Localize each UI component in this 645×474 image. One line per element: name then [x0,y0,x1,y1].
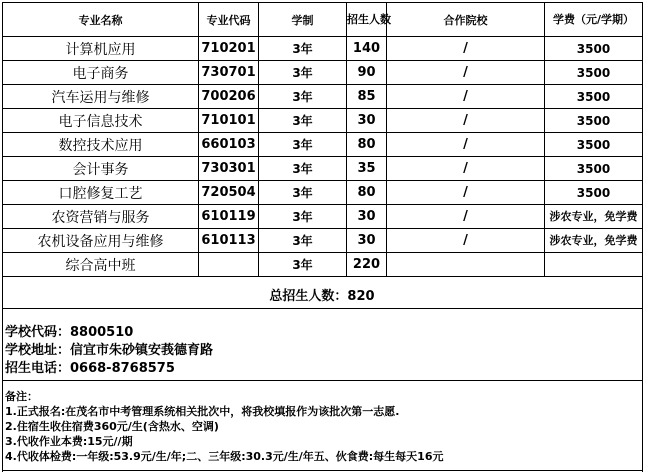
program-table [2,2,643,277]
cell-fee: 3500 [545,85,643,109]
table-row [3,229,643,253]
table-row [3,61,643,85]
cell-code: 700206 [199,85,259,109]
remarks-title: 备注： [5,390,38,403]
remark-item-1: 1.正式报名:在茂名市中考管理系统相关批次中，将我校填报作为该批次第一志愿. [5,405,400,418]
cell-fee: 3500 [545,133,643,157]
divider-middle [2,380,643,381]
cell-code: 610113 [199,229,259,253]
cell-duration: 3年 [259,253,347,277]
cell-name: 电子商务 [3,61,199,85]
cell-partner: / [387,133,545,157]
cell-enrollment: 220 [347,253,387,277]
cell-code: 610119 [199,205,259,229]
table-row [3,37,643,61]
cell-enrollment: 30 [347,109,387,133]
cell-partner: / [387,85,545,109]
cell-partner: / [387,229,545,253]
school-phone: 招生电话：0668-8768575 [5,361,175,376]
cell-enrollment: 140 [347,37,387,61]
header-duration: 学制 [259,3,347,37]
header-fee: 学费（元/学期） [545,3,643,37]
cell-duration: 3年 [259,181,347,205]
remark-item-3: 3.代收作业本费:15元//期 [5,435,133,448]
cell-duration: 3年 [259,133,347,157]
cell-duration: 3年 [259,157,347,181]
cell-name: 口腔修复工艺 [3,181,199,205]
table-row [3,109,643,133]
cell-name: 汽车运用与维修 [3,85,199,109]
cell-code: 710101 [199,109,259,133]
cell-fee: 涉农专业，免学费 [545,205,643,229]
cell-partner: / [387,61,545,85]
cell-code: 720504 [199,181,259,205]
table-row [3,157,643,181]
cell-partner: / [387,109,545,133]
header-enrollment: 招生人数 [347,3,387,37]
cell-partner: / [387,181,545,205]
cell-duration: 3年 [259,85,347,109]
cell-enrollment: 85 [347,85,387,109]
cell-fee: 3500 [545,37,643,61]
cell-duration: 3年 [259,229,347,253]
table-row [3,133,643,157]
cell-partner: / [387,37,545,61]
school-address: 学校地址：信宜市朱砂镇安莪德育路 [5,343,214,358]
cell-enrollment: 30 [347,229,387,253]
header-code: 专业代码 [199,3,259,37]
header-partner: 合作院校 [387,3,545,37]
table-row [3,253,643,277]
cell-enrollment: 80 [347,181,387,205]
cell-name: 会计事务 [3,157,199,181]
cell-name: 电子信息技术 [3,109,199,133]
remark-item-4: 4.代收体检费:一年级:53.9元/生/年;二、三年级:30.3元/生/年五、伙食费:每生每天16元 [5,450,444,463]
cell-duration: 3年 [259,205,347,229]
header-name: 专业名称 [3,3,199,37]
cell-name: 农资营销与服务 [3,205,199,229]
cell-name: 计算机应用 [3,37,199,61]
cell-code: 730701 [199,61,259,85]
cell-enrollment: 90 [347,61,387,85]
cell-duration: 3年 [259,37,347,61]
cell-fee [545,253,643,277]
cell-fee: 涉农专业，免学费 [545,229,643,253]
cell-fee: 3500 [545,109,643,133]
cell-enrollment: 35 [347,157,387,181]
cell-code [199,253,259,277]
cell-partner: / [387,205,545,229]
cell-name: 数控技术应用 [3,133,199,157]
divider-top [2,308,643,309]
cell-name: 综合高中班 [3,253,199,277]
cell-fee: 3500 [545,181,643,205]
cell-duration: 3年 [259,61,347,85]
cell-enrollment: 80 [347,133,387,157]
cell-fee: 3500 [545,157,643,181]
table-header-row [3,3,643,37]
table-row [3,181,643,205]
cell-partner [387,253,545,277]
cell-code: 710201 [199,37,259,61]
remark-item-2: 2.住宿生收住宿费360元/生(含热水、空调) [5,420,219,433]
school-code: 学校代码：8800510 [5,325,134,340]
cell-enrollment: 30 [347,205,387,229]
remarks-block [5,389,443,464]
cell-fee: 3500 [545,61,643,85]
cell-code: 660103 [199,133,259,157]
enrollment-sheet [2,2,642,277]
cell-partner: / [387,157,545,181]
cell-name: 农机设备应用与维修 [3,229,199,253]
table-row [3,85,643,109]
table-row [3,205,643,229]
total-enrollment: 总招生人数：820 [269,289,375,304]
divider-bottom [2,470,643,471]
cell-code: 730301 [199,157,259,181]
cell-duration: 3年 [259,109,347,133]
